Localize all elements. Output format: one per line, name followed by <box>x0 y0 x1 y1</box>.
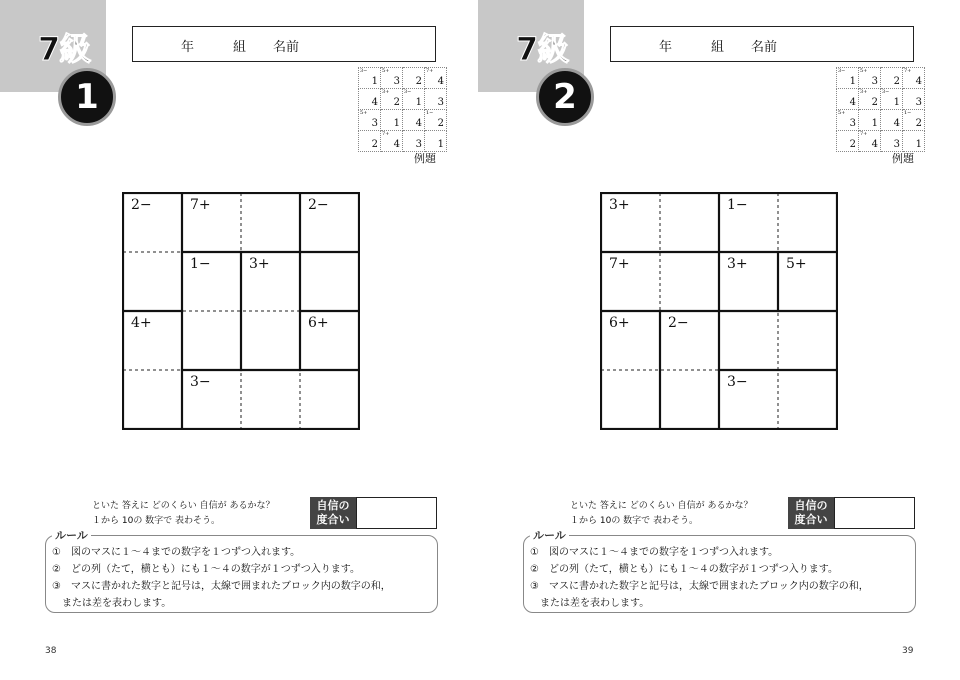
example-hint: 3+ <box>382 89 390 95</box>
example-cell: 3 <box>881 131 903 152</box>
example-hint: 7+ <box>904 68 912 74</box>
year-label: 年 <box>659 40 673 55</box>
rule-1: ① 図のマスに１～４までの数字を１つずつ入れます。 <box>52 547 301 558</box>
example-cell: 1 <box>381 110 403 131</box>
rule-3-cont: または差を表わします。 <box>52 598 172 609</box>
puzzle-grid-lines <box>122 192 360 430</box>
cage-clue: 3+ <box>727 256 748 272</box>
cage-clue: 2− <box>668 315 689 331</box>
confidence-prompt <box>92 499 274 529</box>
confidence-label-line1: 自信の <box>794 499 828 512</box>
cage-clue: 2− <box>308 197 329 213</box>
example-hint: 5+ <box>860 68 868 74</box>
confidence-label <box>310 497 356 529</box>
cage-clue: 1− <box>190 256 211 272</box>
cage-clue: 5+ <box>786 256 807 272</box>
page-number: 38 <box>45 646 57 656</box>
kenken-puzzle[interactable] <box>600 192 838 430</box>
page-number: 39 <box>902 646 914 656</box>
example-cell: 1 <box>425 131 447 152</box>
example-hint: 5+ <box>838 110 846 116</box>
example-cell: 3 <box>425 89 447 110</box>
cage-clue: 3+ <box>609 197 630 213</box>
example-cell: 5+ 3 <box>359 110 381 131</box>
example-hint: 3− <box>838 68 846 74</box>
cage-clue: 1− <box>727 197 748 213</box>
confidence-label <box>788 497 834 529</box>
example-cell: 3− 1 <box>881 89 903 110</box>
example-hint: 3− <box>404 89 412 95</box>
grade-label: 7級 <box>38 30 91 68</box>
name-field[interactable] <box>132 26 436 62</box>
cage-clue: 6+ <box>609 315 630 331</box>
cage-clue: 6+ <box>308 315 329 331</box>
class-label: 組 <box>233 40 247 55</box>
grade-label: 7級 <box>516 30 569 68</box>
example-label: 例題 <box>892 152 914 165</box>
class-label: 組 <box>711 40 725 55</box>
cage-clue: 3+ <box>249 256 270 272</box>
example-cell: 3 <box>903 89 925 110</box>
example-hint: 3+ <box>860 89 868 95</box>
example-cell: 1 <box>903 131 925 152</box>
example-cell: 4 <box>359 89 381 110</box>
year-label: 年 <box>181 40 195 55</box>
name-label: 名前 <box>273 40 300 55</box>
example-cell: 3+ 2 <box>381 89 403 110</box>
puzzle-number-badge: 1 <box>58 68 116 126</box>
cage-clue: 2− <box>131 197 152 213</box>
rule-3: ③ マスに書かれた数字と記号は，太線で囲まれたブロック内の数字の和， <box>530 581 869 592</box>
cage-clue: 7+ <box>190 197 211 213</box>
example-cell: 2 <box>403 68 425 89</box>
cage-clue: 3− <box>190 374 211 390</box>
rule-3: ③ マスに書かれた数字と記号は，太線で囲まれたブロック内の数字の和， <box>52 581 391 592</box>
example-label: 例題 <box>414 152 436 165</box>
name-field[interactable] <box>610 26 914 62</box>
rule-1: ① 図のマスに１～４までの数字を１つずつ入れます。 <box>530 547 779 558</box>
confidence-label-line1: 自信の <box>316 499 350 512</box>
example-cell: 3− 1 <box>837 68 859 89</box>
rule-3-cont: または差を表わします。 <box>530 598 650 609</box>
example-hint: 3− <box>882 89 890 95</box>
example-cell: 3+ 2 <box>859 89 881 110</box>
example-cell: 1 <box>859 110 881 131</box>
cage-clue: 4+ <box>131 315 152 331</box>
puzzle-grid-lines <box>600 192 838 430</box>
example-cell: 1− 2 <box>425 110 447 131</box>
example-hint: 7+ <box>426 68 434 74</box>
example-cell: 7+ 4 <box>425 68 447 89</box>
kenken-puzzle[interactable] <box>122 192 360 430</box>
example-cell: 1− 2 <box>903 110 925 131</box>
example-cell: 7+ 4 <box>903 68 925 89</box>
confidence-prompt-line2: １から 10の 数字で 表わそう。 <box>570 516 699 526</box>
rules-title: ルール <box>530 527 569 543</box>
example-hint: 1− <box>426 110 434 116</box>
confidence-prompt-line2: １から 10の 数字で 表わそう。 <box>92 516 221 526</box>
confidence-label-line2: 度合い <box>316 513 350 526</box>
example-hint: 1− <box>904 110 912 116</box>
example-cell: 5+ 3 <box>837 110 859 131</box>
example-cell: 7+ 4 <box>859 131 881 152</box>
puzzle-number-badge: 2 <box>536 68 594 126</box>
example-cell: 2 <box>837 131 859 152</box>
example-hint: 3− <box>360 68 368 74</box>
example-cell: 2 <box>359 131 381 152</box>
confidence-label-line2: 度合い <box>794 513 828 526</box>
example-hint: 5+ <box>382 68 390 74</box>
example-cell: 3− 1 <box>359 68 381 89</box>
confidence-input-box[interactable] <box>356 497 437 529</box>
confidence-prompt-line1: といた 答えに どのくらい 自信が あるかな？ <box>570 501 753 511</box>
confidence-input-box[interactable] <box>834 497 915 529</box>
example-cell: 3 <box>403 131 425 152</box>
right-page <box>478 0 958 680</box>
example-cell: 5+ 3 <box>381 68 403 89</box>
confidence-prompt-line1: といた 答えに どのくらい 自信が あるかな？ <box>92 501 275 511</box>
example-cell: 5+ 3 <box>859 68 881 89</box>
example-cell: 4 <box>881 110 903 131</box>
example-hint: 5+ <box>360 110 368 116</box>
example-hint: 7+ <box>382 131 390 137</box>
name-label: 名前 <box>751 40 778 55</box>
example-cell: 3− 1 <box>403 89 425 110</box>
example-cell: 4 <box>837 89 859 110</box>
rule-2: ② どの列（たて，横とも）にも１～４の数字が１つずつ入ります。 <box>530 564 838 575</box>
rules-title: ルール <box>52 527 91 543</box>
example-hint: 7+ <box>860 131 868 137</box>
cage-clue: 3− <box>727 374 748 390</box>
example-cell: 2 <box>881 68 903 89</box>
example-cell: 7+ 4 <box>381 131 403 152</box>
example-grid <box>836 67 925 152</box>
example-cell: 4 <box>403 110 425 131</box>
example-grid <box>358 67 447 152</box>
cage-clue: 7+ <box>609 256 630 272</box>
rule-2: ② どの列（たて，横とも）にも１～４の数字が１つずつ入ります。 <box>52 564 360 575</box>
confidence-prompt <box>570 499 752 529</box>
